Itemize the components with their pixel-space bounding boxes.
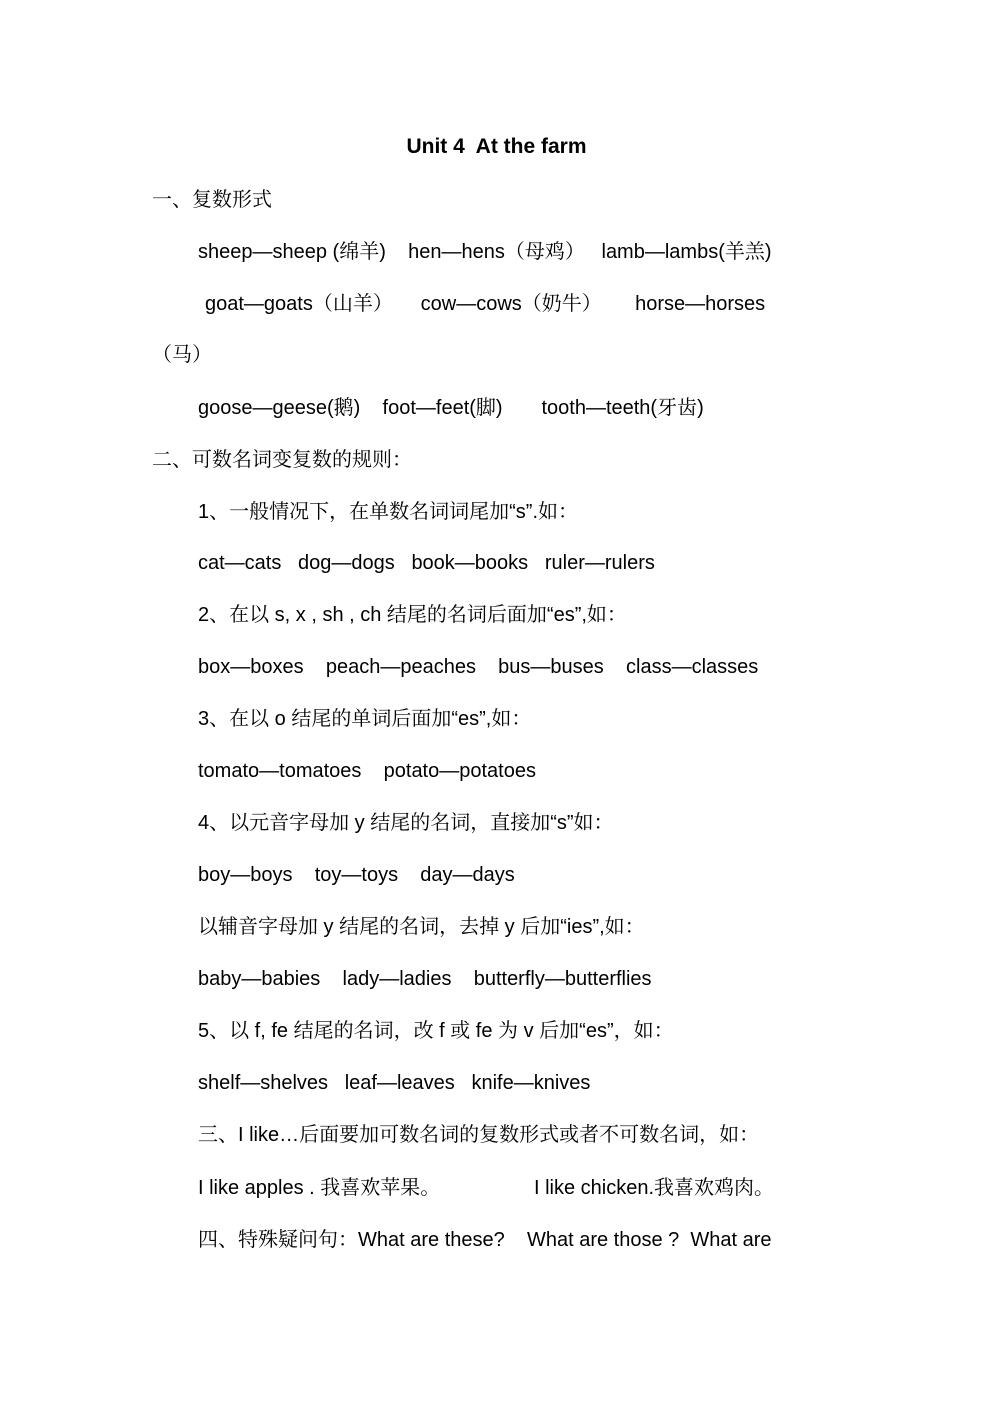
rule-example: box—boxes peach—peaches bus—buses class—classes [198,656,759,678]
section-heading-i-like: 三、I like…后面要加可数名词的复数形式或者不可数名词，如： [198,1124,760,1146]
rule-text: 以辅音字母加 y 结尾的名词，去掉 y 后加“ies”,如： [198,916,645,938]
plural-list-row-wrap: （马） [152,344,212,366]
section-heading-questions: 四、特殊疑问句：What are these? What are those ? What are [198,1229,772,1251]
example-sentence: I like chicken.我喜欢鸡肉。 [534,1177,775,1199]
rule-text: 5、以 f, fe 结尾的名词，改 f 或 fe 为 v 后加“es”，如： [198,1020,674,1042]
rule-text: 3、在以 o 结尾的单词后面加“es”,如： [198,708,532,730]
plural-list-row: goose—geese(鹅) foot—feet(脚) tooth—teeth(牙齿) [198,397,704,419]
rule-example: shelf—shelves leaf—leaves knife—knives [198,1072,591,1094]
plural-list-row: goat—goats（山羊） cow—cows（奶牛） horse—horses [205,293,766,315]
rule-example: boy—boys toy—toys day—days [198,864,515,886]
example-sentence: I like apples . 我喜欢苹果。 [198,1177,441,1199]
rule-text: 1、一般情况下，在单数名词词尾加“s”.如： [198,501,578,523]
rule-example: tomato—tomatoes potato—potatoes [198,760,536,782]
rule-text: 4、以元音字母加 y 结尾的名词，直接加“s”如： [198,812,614,834]
plural-list-row: sheep—sheep (绵羊) hen—hens（母鸡） lamb—lambs(羊羔) [198,241,772,263]
rule-text: 2、在以 s, x , sh , ch 结尾的名词后面加“es”,如： [198,604,627,626]
page-title: Unit 4 At the farm [406,135,587,158]
section-heading-rules: 二、可数名词变复数的规则： [152,449,412,471]
section-heading-plurals: 一、复数形式 [152,189,272,211]
rule-example: baby—babies lady—ladies butterfly—butterflies [198,968,652,990]
rule-example: cat—cats dog—dogs book—books ruler—rulers [198,552,655,574]
